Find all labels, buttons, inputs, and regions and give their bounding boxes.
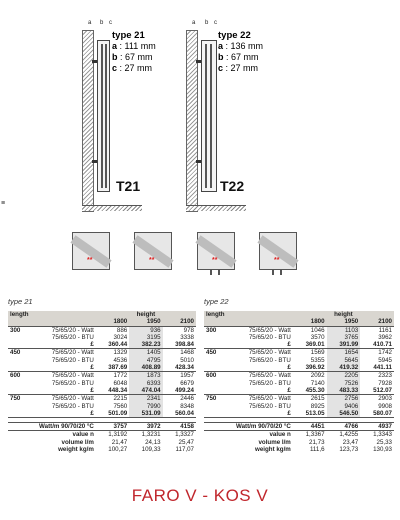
row-label: 75/65/20 - BTU [248, 333, 291, 341]
table-cell: 9908 [378, 402, 392, 410]
table-row [204, 403, 394, 410]
row-label: 75/65/20 - BTU [248, 402, 291, 410]
stats-label: Watt/m 90/70/20 °C [204, 423, 293, 431]
stats-row [204, 431, 394, 439]
stats-row [8, 439, 196, 446]
table-cell: 2323 [378, 372, 392, 380]
dim-b: b [205, 20, 209, 26]
height-value: 2100 [163, 318, 196, 326]
wall-bracket [196, 60, 201, 63]
table-cell: 1161 [378, 326, 392, 334]
spec-value: : 67 mm [226, 52, 259, 62]
stats-cell: 130,93 [360, 446, 394, 453]
stats-cell: 24,13 [129, 439, 162, 446]
dim-a: a [88, 20, 92, 26]
stats-row [8, 431, 196, 439]
table-cell: 1772 [113, 372, 128, 380]
row-label: 75/65/20 - BTU [51, 402, 94, 410]
install-icon [259, 232, 297, 270]
stats-cell: 111,6 [293, 446, 327, 453]
table-cell: 9406 [327, 403, 361, 410]
table-cell: 398.84 [163, 341, 196, 349]
stats-cell: 1,3231 [129, 431, 162, 439]
table-cell: 3338 [180, 333, 194, 341]
diagram-name: T21 [116, 178, 141, 194]
length-value: 750 [206, 395, 217, 403]
table-row [204, 364, 394, 372]
table-row [8, 349, 196, 357]
length-value [204, 403, 225, 410]
row-label: 75/65/20 - Watt [51, 349, 94, 357]
spec-key: c [112, 63, 118, 73]
table-row [204, 410, 394, 418]
height-value: 1800 [96, 318, 129, 326]
spec-key: b [112, 52, 118, 62]
length-value [8, 387, 29, 395]
table-row [204, 395, 394, 403]
stats-cell: 23,47 [327, 439, 361, 446]
table-row [8, 326, 196, 334]
table-row [8, 395, 196, 403]
row-label: 75/65/20 - BTU [248, 356, 291, 364]
table-cell: 2903 [378, 395, 392, 403]
table-header-row [8, 311, 196, 318]
row-label: £ [29, 410, 96, 418]
table-row [8, 410, 196, 418]
table-cell: 7928 [378, 379, 392, 387]
row-label: 75/65/20 - BTU [248, 379, 291, 387]
table-cell: 5645 [327, 357, 361, 364]
table-cell: 886 [116, 326, 128, 334]
table-cell: 382.23 [129, 341, 162, 349]
stats-cell: 1,3367 [293, 431, 327, 439]
table-header-row [8, 318, 196, 326]
table-cell: 396.92 [293, 364, 327, 372]
stats-cell: 3972 [129, 423, 162, 431]
row-label: £ [29, 387, 96, 395]
table-cell: 5010 [180, 356, 194, 364]
table-row [8, 403, 196, 410]
row-label: 75/65/20 - Watt [248, 395, 291, 403]
table-cell: 3195 [129, 334, 162, 341]
length-value [204, 387, 225, 395]
length-value: 600 [10, 372, 21, 380]
spec-value: : 67 mm [120, 52, 153, 62]
table-cell: 3765 [327, 334, 361, 341]
stats-cell: 123,73 [327, 446, 361, 453]
stats-row [204, 446, 394, 453]
table-cell: 7990 [129, 403, 162, 410]
row-label: 75/65/20 - Watt [51, 372, 94, 380]
table-header-row [204, 311, 394, 318]
table-cell: 580.07 [360, 410, 394, 418]
table-cell: 391.99 [327, 341, 361, 349]
length-value [8, 403, 29, 410]
stats-row [8, 423, 196, 431]
table-cell: 978 [183, 326, 194, 334]
height-value: 1800 [293, 318, 327, 326]
table-cell: 4536 [113, 356, 128, 364]
table-cell: 455.30 [293, 387, 327, 395]
table-cell: 6048 [113, 379, 128, 387]
table-cell: 2215 [113, 395, 128, 403]
stats-cell: 4451 [293, 423, 327, 431]
dim-c: c [109, 20, 112, 26]
spec-key: b [218, 52, 224, 62]
floor-section [186, 205, 246, 211]
height-value: 1950 [327, 318, 361, 326]
table-cell: 428.34 [163, 364, 196, 372]
length-value [8, 334, 29, 341]
row-label: £ [225, 410, 293, 418]
table-cell: 2446 [180, 395, 194, 403]
length-header: length [8, 311, 96, 318]
spec-value: : 136 mm [225, 41, 264, 51]
length-header: length [204, 311, 293, 318]
table-row [204, 380, 394, 387]
stats-cell: 25,47 [163, 439, 196, 446]
table-row [8, 341, 196, 349]
stats-cell: 3757 [96, 423, 129, 431]
table-cell: 3570 [310, 333, 325, 341]
stats-row [8, 446, 196, 453]
table-cell: 448.34 [96, 387, 129, 395]
wall-bracket [196, 160, 201, 163]
table-cell: 419.32 [327, 364, 361, 372]
length-value [204, 380, 225, 387]
table-cell: 2205 [327, 372, 361, 380]
spec-value: : 111 mm [119, 41, 156, 51]
length-value: 450 [10, 349, 21, 357]
install-icon [134, 232, 172, 270]
table-cell: 360.44 [96, 341, 129, 349]
stats-cell: 109,33 [129, 446, 162, 453]
table-cell: 474.04 [129, 387, 162, 395]
stats-row [204, 439, 394, 446]
stats-cell: 1,3327 [163, 431, 196, 439]
spec-value: : 27 mm [225, 63, 259, 73]
type-label: type 22 [218, 30, 251, 41]
install-icon [197, 232, 235, 270]
stats-cell: 21,73 [293, 439, 327, 446]
table-row [204, 387, 394, 395]
table-cell: 1957 [180, 372, 194, 380]
table-cell: 408.89 [129, 364, 162, 372]
spec-key: a [112, 41, 118, 51]
icon-mark: ** [212, 257, 218, 264]
height-header: height [293, 311, 394, 318]
stats-label: value n [8, 431, 96, 439]
stats-cell: 117,07 [163, 446, 196, 453]
dim-b: b [100, 20, 104, 26]
table-header-row [204, 318, 394, 326]
stats-cell: 4766 [327, 423, 361, 431]
length-value [204, 341, 225, 349]
diagram-name: T22 [220, 178, 245, 194]
dim-a: a [192, 20, 196, 26]
row-label: 75/65/20 - BTU [51, 356, 94, 364]
row-label: 75/65/20 - Watt [51, 395, 94, 403]
stats-label: volume l/m [8, 439, 96, 446]
dim-c: c [214, 20, 217, 26]
table-cell: 5355 [310, 356, 325, 364]
row-label: £ [225, 341, 293, 349]
table-cell: 1873 [129, 372, 162, 380]
length-value [204, 364, 225, 372]
table-cell: 4795 [129, 357, 162, 364]
table-cell: 2341 [129, 395, 162, 403]
table-cell: 7560 [113, 402, 128, 410]
spec-block [218, 30, 263, 74]
stats-cell: 21,47 [96, 439, 129, 446]
wall-section [82, 30, 94, 212]
floor-section [82, 205, 142, 211]
icon-mark: ** [274, 257, 280, 264]
table-cell: 5945 [378, 356, 392, 364]
stats-cell: 4158 [163, 423, 196, 431]
install-icon [72, 232, 110, 270]
stats-cell: 25,33 [360, 439, 394, 446]
table-cell: 531.09 [129, 410, 162, 418]
blank-cell [204, 318, 225, 326]
length-value [8, 364, 29, 372]
stats-label: Watt/m 90/70/20 °C [8, 423, 96, 431]
blank-cell [225, 318, 293, 326]
row-label: £ [225, 387, 293, 395]
table-cell: 936 [129, 326, 162, 334]
length-value [204, 410, 225, 418]
table-cell: 441.11 [360, 364, 394, 372]
wall-bracket [92, 160, 97, 163]
length-value [8, 341, 29, 349]
table-cell: 1046 [310, 326, 325, 334]
table-cell: 1654 [327, 349, 361, 357]
table-row [8, 334, 196, 341]
blank-cell [8, 318, 29, 326]
length-value [204, 334, 225, 341]
height-value: 2100 [360, 318, 394, 326]
table-cell: 512.07 [360, 387, 394, 395]
table-cell: 410.71 [360, 341, 394, 349]
radiator-profile [201, 40, 217, 192]
row-label: 75/65/20 - Watt [248, 372, 291, 380]
row-label: 75/65/20 - BTU [51, 379, 94, 387]
length-value: 750 [10, 395, 21, 403]
table-row [204, 334, 394, 341]
stats-cell: 1,3343 [360, 431, 394, 439]
icon-mark: ** [149, 257, 155, 264]
table-cell: 8925 [310, 402, 325, 410]
table-cell: 1569 [310, 349, 325, 357]
row-label: 75/65/20 - BTU [51, 333, 94, 341]
table-cell: 6393 [129, 380, 162, 387]
table-cell: 513.05 [293, 410, 327, 418]
brand-title: FARO V - KOS V [131, 486, 269, 505]
table-row [204, 372, 394, 380]
length-value [8, 380, 29, 387]
length-value [204, 357, 225, 364]
table-row [8, 357, 196, 364]
stats-row [204, 423, 394, 431]
table-row [204, 357, 394, 364]
table-cell: 501.09 [96, 410, 129, 418]
table-cell: 1329 [113, 349, 128, 357]
table-cell: 6679 [180, 379, 194, 387]
length-value: 600 [206, 372, 217, 380]
table-cell: 1468 [180, 349, 194, 357]
table-cell: 3962 [378, 333, 392, 341]
table-cell: 369.01 [293, 341, 327, 349]
length-value [8, 410, 29, 418]
spec-block [112, 30, 156, 74]
row-label: 75/65/20 - Watt [51, 326, 94, 334]
length-value: 300 [10, 326, 21, 334]
radiator-profile [97, 40, 110, 192]
table-row [204, 349, 394, 357]
table-cell: 1103 [327, 326, 361, 334]
side-mark: ≡ [1, 200, 6, 207]
table-row [204, 341, 394, 349]
stats-cell: 4937 [360, 423, 394, 431]
table-cell: 483.33 [327, 387, 361, 395]
table-cell: 387.69 [96, 364, 129, 372]
length-value: 300 [206, 326, 217, 334]
table-cell: 7140 [310, 379, 325, 387]
table-cell: 2615 [310, 395, 325, 403]
row-label: 75/65/20 - Watt [248, 326, 291, 334]
table-row [8, 380, 196, 387]
wall-section [186, 30, 198, 212]
table-row [8, 364, 196, 372]
table-cell: 1405 [129, 349, 162, 357]
spec-key: c [218, 63, 224, 73]
stats-label: weight kg/m [204, 446, 293, 453]
stats-cell: 1,3192 [96, 431, 129, 439]
table-row [8, 372, 196, 380]
table-row [8, 387, 196, 395]
height-header: height [96, 311, 196, 318]
spec-value: : 27 mm [119, 63, 153, 73]
type-label: type 21 [112, 30, 145, 41]
table-row [204, 326, 394, 334]
spec-key: a [218, 41, 224, 51]
table-cell: 8348 [180, 402, 194, 410]
stats-label: volume l/m [204, 439, 293, 446]
spec-table-type-22 [204, 311, 394, 453]
table-cell: 7526 [327, 380, 361, 387]
blank-cell [29, 318, 96, 326]
stats-label: weight kg/m [8, 446, 96, 453]
row-label: £ [29, 364, 96, 372]
table-cell: 499.24 [163, 387, 196, 395]
row-label: £ [29, 341, 96, 349]
table-title: type 21 [8, 297, 33, 306]
table-cell: 1742 [378, 349, 392, 357]
table-title: type 22 [204, 297, 229, 306]
table-cell: 3024 [113, 333, 128, 341]
length-value: 450 [206, 349, 217, 357]
table-cell: 560.04 [163, 410, 196, 418]
spec-table-type-21 [8, 311, 196, 453]
stats-cell: 1,4255 [327, 431, 361, 439]
length-value [8, 357, 29, 364]
stats-label: value n [204, 431, 293, 439]
height-value: 1950 [129, 318, 162, 326]
wall-bracket [92, 60, 97, 63]
table-cell: 546.50 [327, 410, 361, 418]
table-cell: 2092 [310, 372, 325, 380]
table-cell: 2756 [327, 395, 361, 403]
row-label: £ [225, 364, 293, 372]
stats-cell: 100,27 [96, 446, 129, 453]
icon-mark: ** [87, 257, 93, 264]
row-label: 75/65/20 - Watt [248, 349, 291, 357]
